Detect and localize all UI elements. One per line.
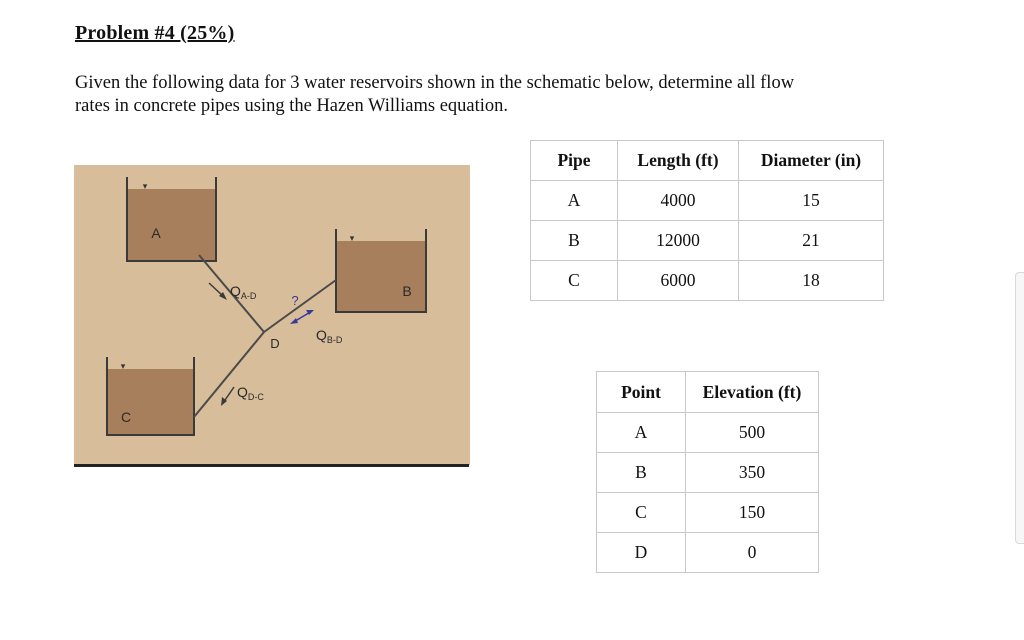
reservoir-a-water <box>127 189 216 261</box>
flow-label-b-d: $Q_{B-D}$ <box>316 327 343 345</box>
problem-statement-line-1: Given the following data for 3 water reservoirs shown in the schematic below, determine all flow <box>75 73 795 93</box>
table-header-row <box>597 372 819 413</box>
pipe-data-table <box>530 140 884 301</box>
header-point: Point <box>597 372 686 413</box>
table-row <box>597 533 819 573</box>
reservoir-b-label: B <box>402 283 412 299</box>
pipe-name-cell: B <box>531 221 618 261</box>
unknown-direction-mark: ? <box>291 293 299 308</box>
point-name-cell: C <box>597 493 686 533</box>
reservoir-b-water <box>336 241 426 312</box>
water-surface-marker-a: ▾ <box>142 181 148 191</box>
pipe-name-cell: A <box>531 181 618 221</box>
flow-label-d-c: $Q_{D-C}$ <box>237 384 264 402</box>
header-length: Length (ft) <box>618 141 739 181</box>
elevation-table <box>596 371 819 573</box>
point-elevation-cell: 500 <box>686 413 819 453</box>
table-row <box>597 413 819 453</box>
point-name-cell: B <box>597 453 686 493</box>
table-row <box>597 453 819 493</box>
problem-statement <box>75 72 895 118</box>
problem-statement-line-2: rates in concrete pipes using the Hazen Williams equation. <box>75 96 509 116</box>
point-elevation-cell: 350 <box>686 453 819 493</box>
point-name-cell: A <box>597 413 686 453</box>
reservoir-a-label: A <box>151 225 161 241</box>
table-row <box>597 493 819 533</box>
problem-title: Problem #4 (25%) <box>75 22 235 44</box>
pipe-diameter-cell: 15 <box>739 181 884 221</box>
schematic-ground-line <box>74 464 469 467</box>
junction-label: D <box>270 336 280 351</box>
reservoir-c-water <box>107 369 194 435</box>
pipe-length-cell: 12000 <box>618 221 739 261</box>
pipe-name-cell: C <box>531 261 618 301</box>
header-diameter: Diameter (in) <box>739 141 884 181</box>
pipe-length-cell: 6000 <box>618 261 739 301</box>
table-header-row <box>531 141 884 181</box>
pipe-length-cell: 4000 <box>618 181 739 221</box>
table-row <box>531 181 884 221</box>
point-elevation-cell: 150 <box>686 493 819 533</box>
pipe-diameter-cell: 18 <box>739 261 884 301</box>
point-elevation-cell: 0 <box>686 533 819 573</box>
header-elevation: Elevation (ft) <box>686 372 819 413</box>
reservoir-schematic <box>74 165 470 465</box>
water-surface-marker-b: ▾ <box>349 233 355 243</box>
header-pipe: Pipe <box>531 141 618 181</box>
reservoir-c-label: C <box>120 409 132 425</box>
pipe-diameter-cell: 21 <box>739 221 884 261</box>
page-scrollbar[interactable] <box>1015 272 1024 544</box>
table-row <box>531 261 884 301</box>
table-row <box>531 221 884 261</box>
flow-label-a-d: $Q_{A-D}$ <box>230 283 257 301</box>
water-surface-marker-c: ▾ <box>120 361 126 371</box>
point-name-cell: D <box>597 533 686 573</box>
